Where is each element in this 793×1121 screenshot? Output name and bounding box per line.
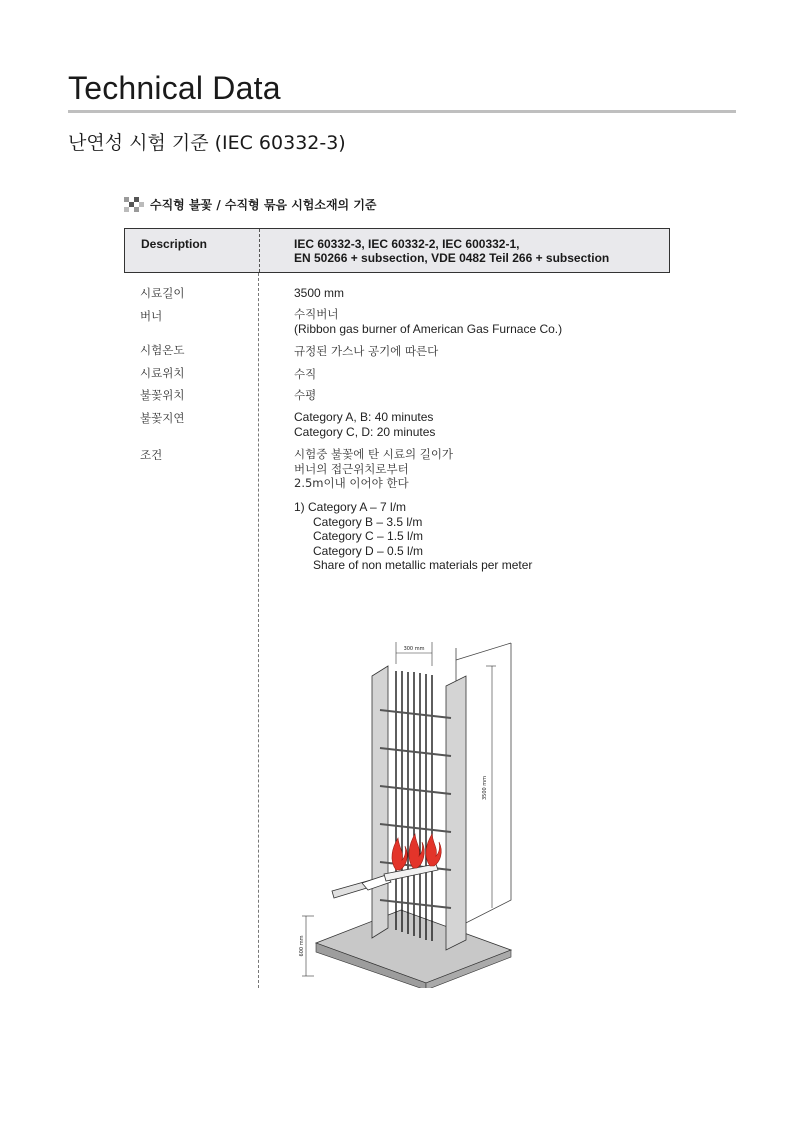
header-divider — [259, 229, 260, 272]
header-description-label: Description — [141, 237, 208, 251]
row-value-sample-length: 3500 mm — [294, 286, 345, 300]
dim-right-label: 3500 mm — [482, 775, 488, 801]
test-rig-figure — [296, 638, 526, 988]
row-label-sample-length: 시료길이 — [140, 286, 185, 300]
row-label-burner: 버너 — [140, 309, 163, 323]
dim-left-label: 600 mm — [299, 935, 305, 957]
page-subtitle: 난연성 시험 기준 (IEC 60332-3) — [68, 132, 346, 154]
header-standards: IEC 60332-3, IEC 60332-2, IEC 600332-1, EN 50266 + subsection, VDE 0482 Teil 266 + subsection — [294, 237, 610, 265]
row-label-flame-position: 불꽃위치 — [140, 388, 185, 402]
page-title: Technical Data — [68, 70, 281, 106]
row-value-condition: 시험중 불꽃에 탄 시료의 길이가 버너의 접근위치로부터 2.5m이내 이어야 한다 — [294, 447, 454, 490]
row-value-flame-delay: Category A, B: 40 minutes Category C, D: 20 minutes — [294, 410, 436, 439]
category-note: 1) Category A – 7 l/m Category B – 3.5 l/m Category C – 1.5 l/m Category D – 0.5 l/m Share of non metallic materials per meter — [294, 500, 533, 572]
row-value-test-temp: 규정된 가스나 공기에 따른다 — [294, 344, 439, 358]
title-divider — [68, 110, 736, 113]
section-heading-text: 수직형 불꽃 / 수직형 묶음 시험소재의 기준 — [150, 198, 377, 212]
row-label-sample-position: 시료위치 — [140, 366, 185, 380]
section-heading — [124, 196, 377, 213]
row-label-condition: 조건 — [140, 448, 163, 462]
row-label-flame-delay: 불꽃지연 — [140, 411, 185, 425]
row-value-sample-position: 수직 — [294, 367, 317, 381]
row-value-burner: 수직버너 (Ribbon gas burner of American Gas Furnace Co.) — [294, 307, 563, 336]
column-divider — [258, 273, 259, 988]
dim-top-label: 300 mm — [403, 646, 425, 652]
row-label-test-temp: 시험온도 — [140, 343, 185, 357]
row-value-flame-position: 수평 — [294, 388, 317, 402]
table-header — [124, 228, 670, 273]
checker-bullet-icon — [124, 197, 144, 213]
